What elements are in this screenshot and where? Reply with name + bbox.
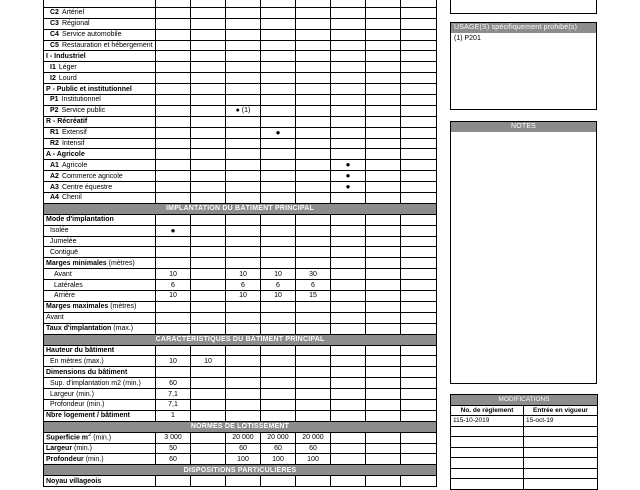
- cell-value: [191, 454, 226, 465]
- cell-value: 15: [296, 291, 331, 302]
- cell-value: 10: [226, 291, 261, 302]
- usage-row-c2: [44, 7, 437, 18]
- usage-label: Extensif: [61, 129, 87, 137]
- cell-value: 100: [226, 454, 261, 465]
- usage-label: Lourd: [58, 74, 77, 82]
- category-title: R - Récréatif: [44, 116, 156, 127]
- section-header-lotissement: [44, 421, 437, 432]
- row-label: Sup. d'implantation m2 (min.): [44, 378, 156, 389]
- table-row: [44, 301, 437, 312]
- table-row: [44, 432, 437, 443]
- permitted-mark: ●: [331, 160, 366, 171]
- usage-code: P1: [50, 96, 59, 104]
- permitted-mark: ●: [331, 182, 366, 193]
- table-row: [44, 389, 437, 400]
- row-label: Profondeur: [46, 455, 84, 463]
- section-header-dispositions: [44, 465, 437, 476]
- row-label: Marges maximales: [46, 303, 109, 311]
- row-label: Taux d'implantation: [46, 325, 112, 333]
- usage-row-r1: [44, 127, 437, 138]
- modifications-title: MODIFICATIONS: [451, 395, 598, 406]
- unit-label: (min.): [93, 434, 112, 442]
- usage-code: C3: [50, 20, 59, 28]
- cell-value: 3 000: [156, 432, 191, 443]
- unit-label: (min.): [74, 444, 92, 452]
- unit-label: (mètres): [110, 303, 137, 311]
- row-label: Noyau villageois: [44, 476, 156, 487]
- cell-value: [191, 269, 226, 280]
- table-row: [451, 437, 598, 448]
- usage-label: Institutionnel: [61, 96, 101, 104]
- usage-label: Régional: [61, 20, 90, 28]
- row-label: Isolée: [44, 225, 156, 236]
- table-row: [44, 378, 437, 389]
- usage-code: A3: [50, 183, 59, 191]
- unit-label: (mètres): [108, 259, 135, 267]
- usage-label: Agricole: [61, 161, 88, 169]
- usage-row-r2: [44, 138, 437, 149]
- usage-label: Centre équestre: [61, 183, 113, 191]
- table-row: [44, 443, 437, 454]
- category-row-recreatif: [44, 116, 437, 127]
- row-label: En mètres (max.): [44, 356, 156, 367]
- section-header-implantation: [44, 203, 437, 214]
- cell-value: 60: [156, 378, 191, 389]
- table-row: [44, 312, 437, 323]
- category-row-industriel: [44, 51, 437, 62]
- row-label: Profondeur (min.): [44, 399, 156, 410]
- permitted-mark: ● (1): [226, 105, 261, 116]
- cell-value: 60: [296, 443, 331, 454]
- permitted-mark: ●: [156, 225, 191, 236]
- usage-code: I2: [50, 74, 56, 82]
- cell-value: 30: [296, 269, 331, 280]
- cell-value: 10: [261, 291, 296, 302]
- cell-value: 115-10-2019: [451, 416, 524, 427]
- row-label: Latérales: [44, 280, 156, 291]
- category-title: A - Agricole: [44, 149, 156, 160]
- row-label: Avant: [44, 312, 156, 323]
- usages-prohibes-title: USAGE(S) spécifiquement prohibé(s): [451, 23, 596, 33]
- usage-label: Restauration et hébergement: [61, 42, 153, 49]
- table-row: [44, 280, 437, 291]
- cell-value: 10: [156, 269, 191, 280]
- usages-prohibes-box: [450, 22, 597, 110]
- usage-label: Service automobile: [61, 31, 122, 39]
- row-label: Nbre logement / bâtiment: [44, 410, 156, 421]
- permitted-mark: ●: [261, 127, 296, 138]
- table-row: [44, 258, 437, 269]
- unit-label: (max.): [113, 325, 134, 333]
- table-row: [44, 269, 437, 280]
- section-title: CARACTÉRISTIQUES DU BÂTIMENT PRINCIPAL: [44, 334, 437, 345]
- side-box-top: [450, 0, 597, 14]
- table-row: [451, 426, 598, 437]
- row-label: Largeur: [46, 444, 73, 452]
- cell-value: 1: [156, 410, 191, 421]
- notes-box: [450, 121, 597, 384]
- usage-code: C5: [50, 42, 59, 49]
- notes-title: NOTES: [451, 122, 596, 132]
- usage-code: C2: [50, 9, 59, 17]
- usage-row-c5: [44, 40, 437, 51]
- usage-row-p1: [44, 95, 437, 106]
- cell-value: 10: [261, 269, 296, 280]
- usage-code: P2: [50, 107, 59, 115]
- column-header: No. de règlement: [451, 405, 524, 416]
- usage-row-a4: [44, 193, 437, 204]
- cell-value: 60: [226, 443, 261, 454]
- cell-value: 6: [226, 280, 261, 291]
- category-row-agricole: [44, 149, 437, 160]
- permitted-mark: ●: [331, 171, 366, 182]
- usage-code: C4: [50, 31, 59, 39]
- table-row: [44, 410, 437, 421]
- usage-row-c4: [44, 29, 437, 40]
- category-row-public: [44, 84, 437, 95]
- cell-value: 20 000: [296, 432, 331, 443]
- usage-code: I1: [50, 63, 56, 71]
- usage-label: Artériel: [61, 9, 85, 17]
- usage-row-i1: [44, 62, 437, 73]
- table-row: [44, 454, 437, 465]
- section-title: DISPOSITIONS PARTICULIÈRES: [44, 465, 437, 476]
- section-title: IMPLANTATION DU BÂTIMENT PRINCIPAL: [44, 203, 437, 214]
- cell-value: 6: [261, 280, 296, 291]
- table-row: [451, 416, 598, 427]
- cell-value: 20 000: [261, 432, 296, 443]
- row-label: Largeur (min.): [44, 389, 156, 400]
- table-row: [44, 476, 437, 487]
- usage-label: Service public: [61, 107, 106, 115]
- cell-value: 60: [156, 454, 191, 465]
- row-label: Dimensions du bâtiment: [44, 367, 156, 378]
- cell-value: 6: [296, 280, 331, 291]
- row-label: Superficie m: [46, 434, 89, 442]
- category-title: I - Industriel: [44, 51, 156, 62]
- grille-usages-normes: [43, 0, 437, 487]
- cell-value: 20 000: [226, 432, 261, 443]
- modifications-columns: [451, 405, 598, 416]
- table-row: [44, 399, 437, 410]
- table-row: [44, 225, 437, 236]
- table-row: [44, 247, 437, 258]
- cell-value: [191, 432, 226, 443]
- cell-value: [191, 291, 226, 302]
- section-header-caracteristiques: [44, 334, 437, 345]
- column-header: Entrée en vigueur: [524, 405, 598, 416]
- table-row: [44, 367, 437, 378]
- usage-label: Léger: [58, 63, 77, 71]
- usage-code: R1: [50, 129, 59, 137]
- table-row: [451, 479, 598, 490]
- table-row: [44, 356, 437, 367]
- cell-value: 10: [156, 356, 191, 367]
- table-row: [44, 0, 437, 7]
- usage-row-i2: [44, 73, 437, 84]
- cell-value: 100: [261, 454, 296, 465]
- row-label: Contiguë: [44, 247, 156, 258]
- usage-row-p2: [44, 105, 437, 116]
- cell-value: 7,1: [156, 389, 191, 400]
- modifications-header: [451, 395, 598, 406]
- row-label: Marges minimales: [46, 259, 107, 267]
- usage-row-a2: [44, 171, 437, 182]
- cell-value: 7,1: [156, 399, 191, 410]
- table-row: [451, 458, 598, 469]
- usage-code: A4: [50, 194, 59, 202]
- usage-label: Commerce agricole: [61, 172, 123, 180]
- mode-implantation-label: Mode d'implantation: [44, 214, 156, 225]
- table-row: [44, 323, 437, 334]
- cell-value: 60: [261, 443, 296, 454]
- cell-value: 100: [296, 454, 331, 465]
- usage-code: R2: [50, 140, 59, 148]
- cell-value: 15-oct-19: [524, 416, 598, 427]
- cell-value: 50: [156, 443, 191, 454]
- usage-label: Intensif: [61, 140, 85, 148]
- row-label: Hauteur du bâtiment: [44, 345, 156, 356]
- modifications-table: [450, 394, 598, 490]
- usages-prohibes-item: (1) P201: [454, 35, 481, 42]
- table-row: [451, 468, 598, 479]
- cell-value: 6: [156, 280, 191, 291]
- table-row: [44, 214, 437, 225]
- row-label: Avant: [44, 269, 156, 280]
- usage-code: A1: [50, 161, 59, 169]
- usage-row-a1: [44, 160, 437, 171]
- table-row: [44, 345, 437, 356]
- unit-label: (min.): [85, 455, 104, 463]
- row-label: Arrière: [44, 291, 156, 302]
- cell-value: [191, 280, 226, 291]
- cell-value: [191, 443, 226, 454]
- usage-code: A2: [50, 172, 59, 180]
- usage-row-a3: [44, 182, 437, 193]
- usage-row-c3: [44, 18, 437, 29]
- usage-label: Chenil: [61, 194, 82, 202]
- cell-value: 10: [191, 356, 226, 367]
- section-title: NORMES DE LOTISSEMENT: [44, 421, 437, 432]
- cell-value: 10: [226, 269, 261, 280]
- superscript: 2: [88, 432, 92, 439]
- table-row: [44, 291, 437, 302]
- category-title: P - Public et institutionnel: [44, 84, 156, 95]
- table-row: [44, 236, 437, 247]
- table-row: [451, 447, 598, 458]
- row-label: Jumelée: [44, 236, 156, 247]
- cell-value: 10: [156, 291, 191, 302]
